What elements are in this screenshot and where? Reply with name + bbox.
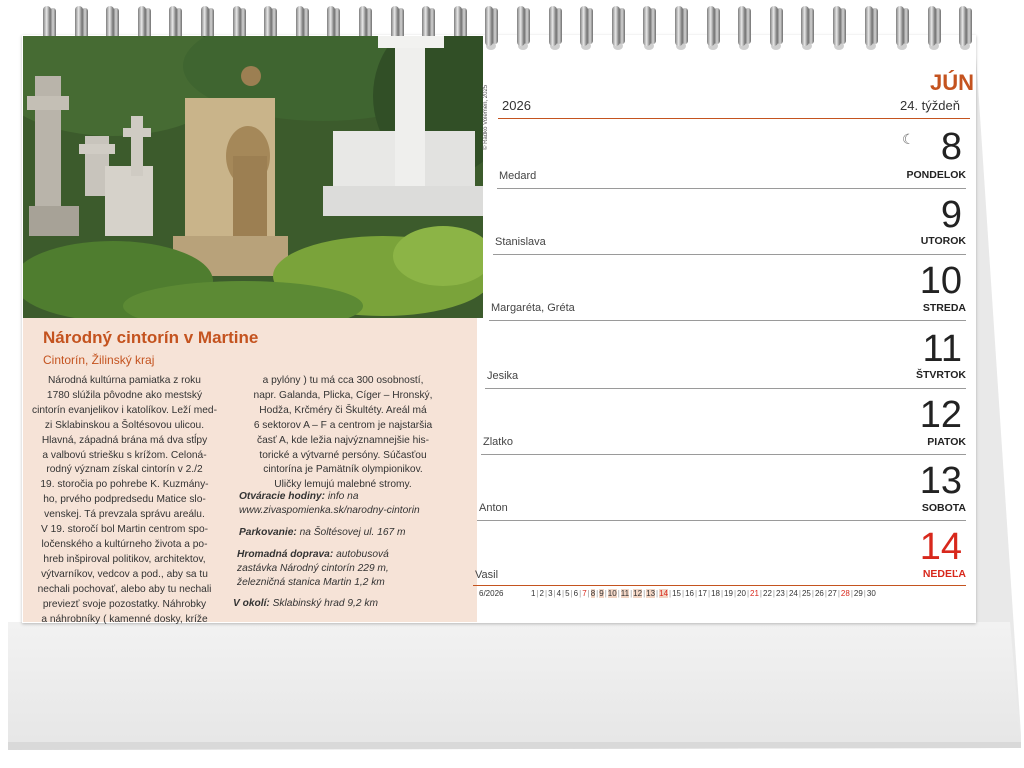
mini-day: 9 bbox=[599, 589, 604, 598]
nameday-label: Zlatko bbox=[483, 436, 513, 448]
mini-separator: | bbox=[643, 589, 646, 598]
mini-separator: | bbox=[536, 589, 539, 598]
mini-day: 17 bbox=[698, 589, 707, 598]
mini-day: 25 bbox=[801, 589, 811, 598]
day-divider bbox=[489, 320, 966, 321]
mini-separator: | bbox=[587, 589, 590, 598]
weekday-label: UTOROK bbox=[920, 235, 966, 247]
mini-day: 11 bbox=[620, 589, 630, 598]
place-title: Národný cintorín v Martine bbox=[43, 328, 259, 347]
year-label: 2026 bbox=[502, 98, 531, 113]
mini-separator: | bbox=[656, 589, 659, 598]
mini-day: 27 bbox=[827, 589, 837, 598]
description-line: nechali pochovať, alebo aby tu nechali bbox=[37, 583, 212, 595]
spiral-ring bbox=[956, 6, 974, 50]
mini-month-days bbox=[531, 589, 876, 598]
description-line: výtvarníkov, vedcov a pod., aby sa tu bbox=[41, 568, 208, 580]
weekday-label: PIATOK bbox=[927, 436, 966, 448]
parking-info: Parkovanie: na Šoltésovej ul. 167 m bbox=[239, 527, 406, 538]
day-number: 9 bbox=[940, 194, 962, 236]
weekday-label: PONDELOK bbox=[906, 169, 966, 181]
description-line: Národná kultúrna pamiatka z roku bbox=[48, 375, 201, 386]
description-line: previezť svoje pozostatky. Náhrobky bbox=[42, 598, 207, 610]
spiral-ring bbox=[482, 6, 500, 50]
mini-day: 21 bbox=[750, 589, 759, 598]
mini-separator: | bbox=[553, 589, 556, 598]
week-number: 24. týždeň bbox=[900, 98, 960, 113]
mini-day: 4 bbox=[556, 589, 562, 598]
day-number: 10 bbox=[919, 260, 962, 302]
description-line: časť A, kde ležia najvýznamnejšie his- bbox=[257, 434, 429, 446]
spiral-ring bbox=[893, 6, 911, 50]
mini-separator: | bbox=[720, 589, 724, 598]
nameday-label: Vasil bbox=[475, 569, 499, 581]
description-line: cintorín evanjelikov i katolíkov. Leží med- bbox=[32, 404, 217, 416]
mini-separator: | bbox=[630, 589, 633, 598]
mini-day: 1 bbox=[531, 589, 536, 598]
opening-hours: Otváracie hodiny: info na bbox=[239, 491, 359, 502]
weekday-label: STREDA bbox=[922, 302, 966, 314]
description-line: cintorína je Pamätník olympionikov. bbox=[263, 464, 423, 476]
spiral-ring bbox=[704, 6, 722, 50]
photo-credit: © Radko Volemen, 2025 bbox=[483, 84, 489, 150]
mini-separator: | bbox=[604, 589, 607, 598]
mini-separator: | bbox=[695, 589, 698, 598]
description-line: torické a výtvarné persóny. Súčasťou bbox=[259, 449, 427, 461]
description-line: Uličky lemujú malebné stromy. bbox=[274, 479, 412, 491]
description-line: zi Sklabinskou a Šoltésovou ulicou. bbox=[44, 419, 205, 431]
mini-separator: | bbox=[863, 589, 866, 598]
info-panel bbox=[23, 318, 477, 625]
mini-day: 8 bbox=[590, 589, 596, 598]
nameday-label: Margaréta, Gréta bbox=[491, 302, 575, 314]
mini-separator: | bbox=[733, 589, 737, 598]
mini-separator: | bbox=[785, 589, 788, 598]
description-line: 1780 slúžila pôvodne ako mestský bbox=[46, 389, 203, 401]
mini-day: 22 bbox=[763, 589, 772, 598]
mini-day: 10 bbox=[607, 589, 617, 598]
mini-day: 13 bbox=[646, 589, 656, 598]
mini-day: 18 bbox=[711, 589, 720, 598]
spiral-ring bbox=[925, 6, 943, 50]
spiral-ring bbox=[609, 6, 627, 50]
description-line: a valbovú striešku s krížom. Celoná- bbox=[42, 449, 207, 461]
mini-day: 19 bbox=[724, 589, 733, 598]
nameday-label: Stanislava bbox=[495, 236, 546, 248]
description-line: ho, prvého podpredsedu Matice slo- bbox=[43, 494, 206, 506]
cemetery-photo bbox=[23, 36, 483, 318]
transport-info: Hromadná doprava: autobusová bbox=[237, 549, 389, 560]
mini-day: 15 bbox=[672, 589, 682, 598]
day-number: 8 bbox=[940, 126, 962, 168]
spiral-ring bbox=[640, 6, 658, 50]
day-number: 12 bbox=[919, 394, 962, 436]
description-line: a náhrobníky ( kamenné dosky, kríže bbox=[41, 613, 208, 625]
transport-line-3: železničná stanica Martin 1,2 km bbox=[237, 577, 385, 588]
header-divider bbox=[498, 118, 970, 119]
mini-day: 6 bbox=[573, 589, 579, 598]
day-divider bbox=[497, 188, 966, 189]
mini-separator: | bbox=[579, 589, 582, 598]
mini-day: 28 bbox=[840, 589, 850, 598]
mini-day: 12 bbox=[633, 589, 643, 598]
mini-day: 16 bbox=[685, 589, 694, 598]
day-divider bbox=[481, 454, 966, 455]
spiral-ring bbox=[577, 6, 595, 50]
mini-day: 5 bbox=[565, 589, 570, 598]
month-title: JÚN bbox=[930, 70, 975, 95]
mini-separator: | bbox=[811, 589, 814, 598]
spiral-ring bbox=[514, 6, 532, 50]
description-line: hreb inšpiroval politikov, architektov, bbox=[43, 553, 206, 565]
spiral-ring bbox=[735, 6, 753, 50]
mini-day: 29 bbox=[853, 589, 863, 598]
mini-separator: | bbox=[837, 589, 840, 598]
day-divider bbox=[493, 254, 966, 255]
day-divider bbox=[485, 388, 966, 389]
mini-separator: | bbox=[570, 589, 573, 598]
day-divider bbox=[477, 520, 966, 521]
day-number: 11 bbox=[922, 328, 962, 370]
description-line: venskej. Tá prevzala správu areálu. bbox=[44, 509, 205, 521]
mini-separator: | bbox=[772, 589, 775, 598]
day-number: 13 bbox=[919, 460, 962, 502]
spiral-ring bbox=[830, 6, 848, 50]
mini-day: 2 bbox=[539, 589, 544, 598]
description-line: Hodža, Krčméry či Škultéty. Areál má bbox=[259, 404, 427, 416]
mini-day: 26 bbox=[814, 589, 824, 598]
description-line: rodný význam získal cintorín v 2./2 bbox=[46, 464, 203, 476]
weekday-label: ŠTVRTOK bbox=[916, 369, 966, 381]
day-divider bbox=[473, 585, 966, 586]
mini-day: 14 bbox=[659, 589, 669, 598]
nameday-label: Medard bbox=[499, 170, 537, 182]
mini-separator: | bbox=[759, 589, 762, 598]
nameday-label: Jesika bbox=[487, 370, 519, 382]
weekday-label: NEDEĽA bbox=[922, 568, 966, 580]
spiral-ring bbox=[862, 6, 880, 50]
mini-separator: | bbox=[824, 589, 827, 598]
description-line: V 19. storočí bol Martin centrom spo- bbox=[40, 524, 209, 536]
weekday-label: SOBOTA bbox=[921, 502, 966, 514]
spiral-ring bbox=[672, 6, 690, 50]
nearby-info: V okolí: Sklabinský hrad 9,2 km bbox=[233, 598, 378, 609]
mini-day: 3 bbox=[548, 589, 553, 598]
mini-separator: | bbox=[707, 589, 711, 598]
mini-separator: | bbox=[682, 589, 685, 598]
mini-day: 20 bbox=[737, 589, 746, 598]
opening-url[interactable]: www.zivaspomienka.sk/narodny-cintorin bbox=[239, 505, 420, 516]
description-right-column bbox=[233, 374, 453, 493]
description-line: napr. Galanda, Plicka, Cíger – Hronský, bbox=[253, 389, 433, 401]
mini-day: 7 bbox=[582, 589, 587, 598]
spiral-ring bbox=[798, 6, 816, 50]
mini-separator: | bbox=[562, 589, 565, 598]
mini-separator: | bbox=[596, 589, 599, 598]
mini-month-label: 6/2026 bbox=[479, 589, 504, 598]
place-subtitle: Cintorín, Žilinský kraj bbox=[43, 353, 155, 367]
mini-month-strip bbox=[479, 587, 949, 601]
mini-separator: | bbox=[798, 589, 801, 598]
mini-day: 23 bbox=[775, 589, 785, 598]
spiral-ring bbox=[546, 6, 564, 50]
transport-line-2: zastávka Národný cintorín 229 m, bbox=[237, 563, 389, 574]
mini-separator: | bbox=[617, 589, 620, 598]
mini-separator: | bbox=[746, 589, 750, 598]
mini-separator: | bbox=[850, 589, 853, 598]
nameday-label: Anton bbox=[479, 502, 508, 514]
mini-separator: | bbox=[669, 589, 672, 598]
description-line: ločenského a kultúrneho života a po- bbox=[41, 538, 208, 550]
mini-day: 30 bbox=[866, 589, 876, 598]
spiral-ring bbox=[767, 6, 785, 50]
description-left-column bbox=[23, 374, 226, 627]
description-line: 19. storočia po pohrebe K. Kuzmány- bbox=[40, 479, 209, 491]
description-line: 6 sektorov A – F a centrom je najstaršia bbox=[253, 419, 433, 431]
moon-phase-icon: ☾ bbox=[902, 131, 915, 147]
description-line: a pylóny ) tu má cca 300 osobností, bbox=[262, 375, 424, 386]
mini-day: 24 bbox=[788, 589, 798, 598]
mini-separator: | bbox=[544, 589, 548, 598]
day-number: 14 bbox=[919, 526, 962, 568]
description-line: Hlavná, západná brána má dva stĺpy bbox=[41, 434, 208, 446]
